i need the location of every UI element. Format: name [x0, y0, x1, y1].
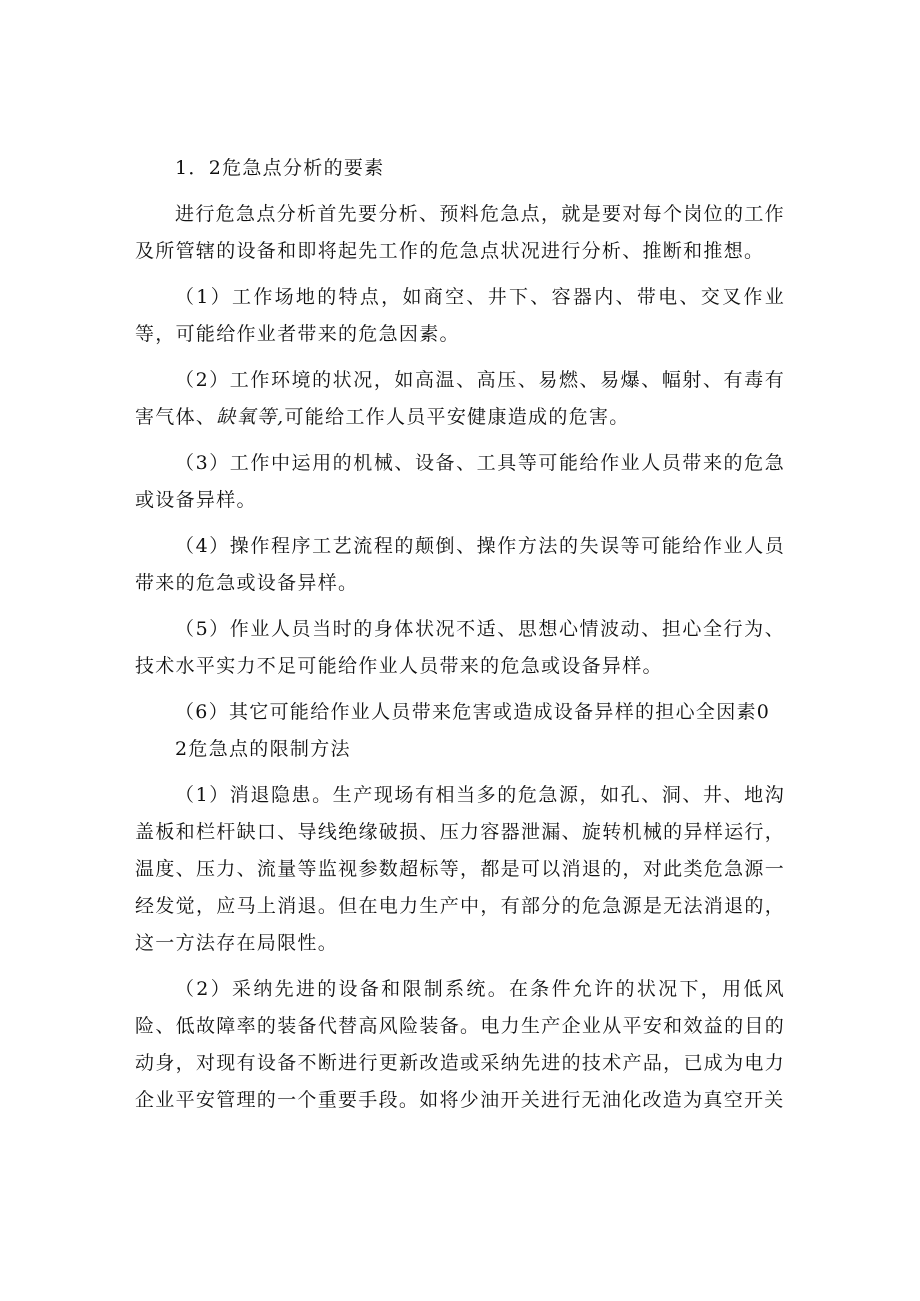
factor-item-1: （1）工作场地的特点，如商空、井下、容器内、带电、交叉作业等，可能给作业者带来的危急因素。 [135, 286, 785, 345]
factor-item-3: （3）工作中运用的机械、设备、工具等可能给作业人员带来的危急或设备异样。 [135, 452, 785, 511]
method-item-2: （2）采纳先进的设备和限制系统。在条件允许的状况下，用低风险、低故障率的装备代替高风险装备。电力生产企业从平安和效益的目的动身，对现有设备不断进行更新改造或采纳先进的技术产品，已成为电力企业平安管理的一个重要手段。如将少油开关进行无油化改造为真空开关 [135, 978, 785, 1111]
factor-item-6: （6）其它可能给作业人员带来危害或造成设备异样的担心全因素0 [175, 701, 771, 723]
factor-item-2-after: 可能给工作人员平安健康造成的危害。 [284, 406, 630, 428]
factor-item-2-before: （2）工作环境的状况，如高温、高压、易燃、易爆、幅射、有毒有害气体、 [135, 369, 785, 428]
section-heading-1-2: 1．2危急点分析的要素 [175, 157, 385, 179]
section-heading-2: 2危急点的限制方法 [175, 738, 351, 760]
method-item-1: （1）消退隐患。生产现场有相当多的危急源，如孔、洞、井、地沟盖板和栏杆缺口、导线绝缘破损、压力容器泄漏、旋转机械的异样运行，温度、压力、流量等监视参数超标等，都是可以消退的，对此类危急源一经发觉，应马上消退。但在电力生产中，有部分的危急源是无法消退的，这一方法存在局限性。 [135, 784, 785, 954]
intro-paragraph: 进行危急点分析首先要分析、预料危急点，就是要对每个岗位的工作及所管辖的设备和即将起先工作的危急点状况进行分析、推断和推想。 [135, 203, 785, 262]
factor-item-2 [135, 362, 785, 436]
factor-item-5: （5）作业人员当时的身体状况不适、思想心情波动、担心全行为、技术水平实力不足可能给作业人员带来的危急或设备异样。 [135, 618, 785, 677]
factor-item-4: （4）操作程序工艺流程的颠倒、操作方法的失误等可能给作业人员带来的危急或设备异样。 [135, 535, 785, 594]
factor-item-2-italic: 缺氧等, [216, 406, 285, 428]
document-body [135, 150, 785, 1119]
